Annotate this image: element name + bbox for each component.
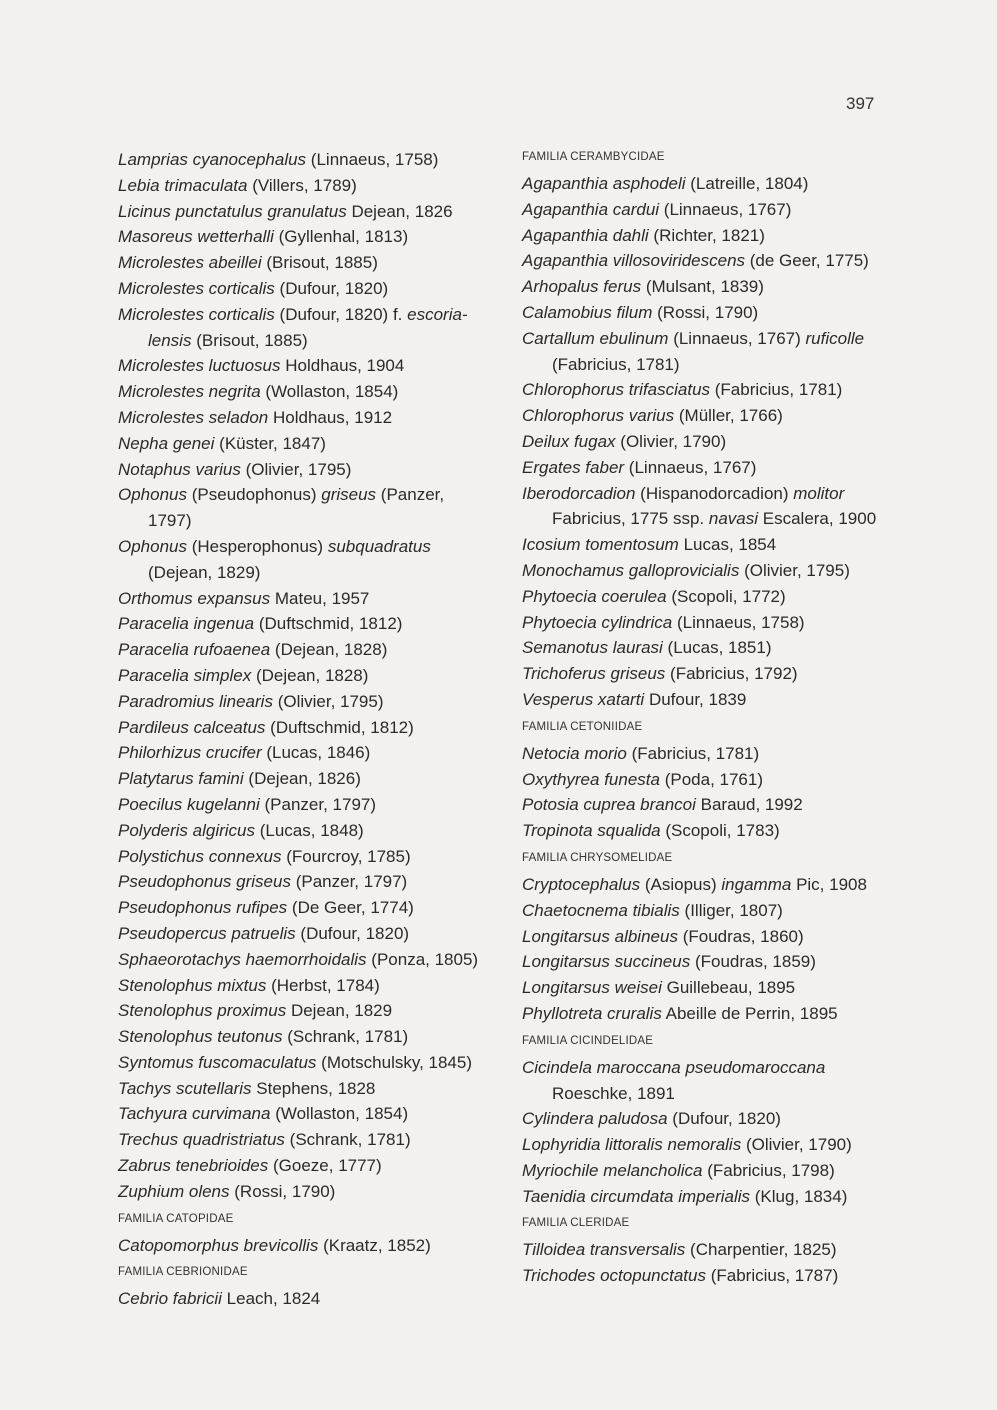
species-name: Semanotus laurasi — [522, 638, 663, 658]
family-heading: FAMILIA CLERIDAE — [522, 1217, 630, 1230]
species-name: griseus — [321, 485, 377, 505]
species-author: (Panzer, 1797) — [295, 872, 408, 892]
species-entry — [118, 1286, 488, 1312]
species-entry — [522, 924, 892, 950]
species-author: (Dufour, 1820) — [300, 923, 410, 943]
species-author: (Charpentier, 1825) — [690, 1240, 837, 1260]
species-name: Myriochile melancholica — [522, 1160, 703, 1180]
species-author: (Hesperophonus) — [191, 536, 324, 556]
species-entry — [118, 740, 488, 766]
species-author: Pic, 1908 — [796, 874, 867, 894]
species-name: Syntomus fuscomaculatus — [118, 1052, 317, 1072]
species-name: Microlestes corticalis — [118, 304, 275, 324]
species-entry — [118, 689, 488, 715]
species-author: (Mulsant, 1839) — [645, 277, 764, 297]
species-name: Monochamus galloprovicialis — [522, 560, 740, 580]
species-author: (Pseudophonus) — [191, 485, 317, 505]
right-column — [522, 147, 892, 1289]
family-heading: FAMILIA CICINDELIDAE — [522, 1034, 654, 1047]
species-name: Masoreus wetterhalli — [118, 227, 274, 247]
species-name: Phyllotreta cruralis — [522, 1003, 662, 1023]
species-name: Cylindera paludosa — [522, 1109, 668, 1129]
species-entry — [118, 1233, 488, 1259]
species-author: (Küster, 1847) — [219, 433, 326, 453]
species-entry — [118, 792, 488, 818]
species-entry — [522, 274, 892, 300]
species-entry — [522, 558, 892, 584]
species-name: Microlestes abeillei — [118, 253, 262, 273]
species-entry — [522, 584, 892, 610]
species-entry — [522, 300, 892, 326]
species-name: Cebrio fabricii — [118, 1289, 222, 1309]
species-entry — [118, 1179, 488, 1205]
species-author: Escalera, 1900 — [762, 509, 877, 529]
species-author: (Goeze, 1777) — [273, 1156, 382, 1176]
species-entry — [522, 197, 892, 223]
species-author: (Linnaeus, 1758) — [676, 612, 805, 632]
species-name: Oxythyrea funesta — [522, 769, 660, 789]
species-name: Stenolophus proximus — [118, 1001, 287, 1021]
species-author: (Ponza, 1805) — [371, 949, 479, 969]
species-entry — [118, 457, 488, 483]
species-entry — [522, 1263, 892, 1289]
species-author: (Linnaeus, 1767) — [673, 328, 801, 348]
species-entry — [118, 276, 488, 302]
species-entry — [118, 637, 488, 663]
species-entry — [522, 223, 892, 249]
species-author: (Rossi, 1790) — [234, 1181, 336, 1201]
species-name: Agapanthia asphodeli — [522, 174, 686, 193]
species-name: Pseudophonus griseus — [118, 872, 291, 892]
page-number: 397 — [846, 94, 875, 113]
species-name: Platytarus famini — [118, 769, 244, 789]
species-author: (Schrank, 1781) — [287, 1027, 409, 1047]
species-author: Holdhaus, 1912 — [272, 407, 393, 427]
species-author: Abeille de Perrin, 1895 — [665, 1003, 838, 1023]
species-name: Trichodes octopunctatus — [522, 1266, 706, 1286]
species-name: Ophonus — [118, 485, 187, 505]
species-name: Lebia trimaculata — [118, 175, 248, 195]
species-name: Notaphus varius — [118, 459, 241, 479]
species-author: (Olivier, 1795) — [277, 691, 384, 711]
species-name: Agapanthia cardui — [522, 199, 660, 219]
species-author: (Schrank, 1781) — [289, 1130, 411, 1150]
species-name: Chaetocnema tibialis — [522, 900, 680, 920]
species-author: Fabricius, 1775 ssp. — [552, 509, 705, 529]
species-entry — [118, 895, 488, 921]
family-heading: FAMILIA CERAMBYCIDAE — [522, 151, 665, 163]
species-entry — [522, 949, 892, 975]
species-name: Polystichus connexus — [118, 846, 282, 866]
species-author: (Klug, 1834) — [754, 1186, 848, 1206]
species-name: Ophonus — [118, 536, 187, 556]
species-entry — [522, 1184, 892, 1210]
species-author: (De Geer, 1774) — [291, 898, 414, 918]
species-author: (Villers, 1789) — [252, 175, 357, 195]
species-entry — [522, 741, 892, 767]
species-author: Dufour, 1839 — [648, 689, 747, 709]
species-name: Poecilus kugelanni — [118, 794, 260, 814]
species-entry — [118, 250, 488, 276]
species-author: Holdhaus, 1904 — [285, 356, 405, 376]
species-name: Stenolophus teutonus — [118, 1027, 283, 1047]
species-name: Agapanthia dahli — [522, 225, 649, 245]
species-entry — [118, 173, 488, 199]
species-author: Guillebeau, 1895 — [666, 978, 796, 998]
species-name: Lamprias cyanocephalus — [118, 150, 307, 169]
species-name: subquadratus — [327, 536, 431, 556]
species-name: Paracelia rufoaenea — [118, 640, 271, 660]
species-name: ruficolle — [805, 328, 865, 348]
species-author: Dejean, 1829 — [290, 1001, 393, 1021]
species-name: navasi — [708, 509, 759, 529]
species-author: (Brisout, 1885) — [266, 253, 378, 273]
species-author: (Fourcroy, 1785) — [286, 846, 411, 866]
species-name: Calamobius filum — [522, 302, 653, 322]
species-entry — [522, 687, 892, 713]
species-entry — [522, 1237, 892, 1263]
species-entry — [522, 1055, 892, 1107]
species-name: Icosium tomentosum — [522, 535, 679, 555]
species-entry — [118, 766, 488, 792]
species-entry — [522, 532, 892, 558]
species-author: (Fabricius, 1781) — [552, 354, 680, 374]
species-author: (Illiger, 1807) — [684, 900, 783, 920]
species-entry — [118, 947, 488, 973]
species-entry — [522, 429, 892, 455]
species-entry — [522, 898, 892, 924]
species-entry — [118, 1050, 488, 1076]
species-name: Pseudopercus patruelis — [118, 923, 296, 943]
species-name: Phytoecia coerulea — [522, 586, 667, 606]
species-entry — [522, 635, 892, 661]
species-author: (Dufour, 1820) — [279, 278, 389, 298]
species-name: Potosia cuprea brancoi — [522, 795, 696, 815]
species-entry — [118, 379, 488, 405]
species-entry — [118, 353, 488, 379]
species-entry — [118, 869, 488, 895]
species-name: Pseudophonus rufipes — [118, 898, 288, 918]
family-heading: FAMILIA CATOPIDAE — [118, 1212, 234, 1225]
species-entry — [118, 1127, 488, 1153]
species-author: (Fabricius, 1798) — [707, 1160, 835, 1180]
family-heading: FAMILIA CETONIIDAE — [522, 720, 643, 733]
species-author: (Olivier, 1795) — [744, 560, 850, 580]
species-name: Chlorophorus varius — [522, 406, 675, 426]
species-entry — [118, 1076, 488, 1102]
species-name: Phytoecia cylindrica — [522, 612, 673, 632]
species-author: (Lucas, 1846) — [266, 743, 371, 763]
species-author: (Linnaeus, 1767) — [663, 199, 792, 219]
species-name: Vesperus xatarti — [522, 689, 645, 709]
species-name: Trechus quadristriatus — [118, 1130, 285, 1150]
species-entry — [522, 403, 892, 429]
species-entry — [118, 405, 488, 431]
species-name: Cartallum ebulinum — [522, 328, 669, 348]
species-name: Pardileus calceatus — [118, 717, 266, 737]
species-author: (Richter, 1821) — [653, 225, 765, 245]
species-name: molitor — [793, 483, 845, 503]
species-name: Sphaeorotachys haemorrhoidalis — [118, 949, 367, 969]
species-author: (Dufour, 1820) f. — [279, 304, 403, 324]
species-author: (Duftschmid, 1812) — [270, 717, 414, 737]
species-entry — [522, 1001, 892, 1027]
species-name: Tachys scutellaris — [118, 1078, 252, 1098]
species-author: (Dejean, 1828) — [274, 640, 388, 660]
species-author: (Fabricius, 1781) — [714, 380, 843, 400]
species-entry — [522, 818, 892, 844]
left-column — [118, 147, 488, 1312]
species-entry — [522, 610, 892, 636]
species-entry — [522, 872, 892, 898]
species-author: (Müller, 1766) — [678, 406, 783, 426]
species-entry — [522, 377, 892, 403]
species-name: escoria-lensis — [148, 304, 468, 350]
species-name: Longitarsus weisei — [522, 978, 662, 998]
species-entry — [118, 482, 488, 534]
species-entry — [522, 248, 892, 274]
species-name: Longitarsus succineus — [522, 952, 691, 972]
species-name: Tilloidea transversalis — [522, 1240, 686, 1260]
species-author: (Foudras, 1859) — [694, 952, 816, 972]
species-name: Arhopalus ferus — [522, 277, 642, 297]
species-entry — [118, 818, 488, 844]
species-author: (Scopoli, 1783) — [665, 821, 780, 841]
species-entry — [118, 1024, 488, 1050]
species-author: Baraud, 1992 — [700, 795, 803, 815]
species-author: (Kraatz, 1852) — [323, 1235, 431, 1255]
species-author: (Gyllenhal, 1813) — [278, 227, 409, 247]
species-name: Microlestes corticalis — [118, 278, 275, 298]
species-entry — [522, 171, 892, 197]
species-name: Microlestes seladon — [118, 407, 269, 427]
species-author: (Motschulsky, 1845) — [321, 1052, 473, 1072]
species-name: Longitarsus albineus — [522, 926, 678, 946]
species-name: Tachyura curvimana — [118, 1104, 271, 1124]
species-author: (Panzer, 1797) — [148, 485, 445, 531]
species-name: Microlestes luctuosus — [118, 356, 281, 376]
species-author: (Dejean, 1826) — [248, 769, 361, 789]
species-author: (Olivier, 1795) — [245, 459, 352, 479]
species-author: (Poda, 1761) — [664, 769, 763, 789]
species-name: Agapanthia villosoviridescens — [522, 251, 746, 271]
species-entry — [522, 1106, 892, 1132]
species-name: Chlorophorus trifasciatus — [522, 380, 711, 400]
species-author: (Hispanodorcadion) — [640, 483, 789, 503]
species-author: (Fabricius, 1787) — [710, 1266, 839, 1286]
species-author: Stephens, 1828 — [256, 1078, 376, 1098]
species-entry — [118, 224, 488, 250]
species-name: Orthomus expansus — [118, 588, 271, 608]
species-author: Dejean, 1826 — [351, 201, 453, 221]
species-entry — [522, 1132, 892, 1158]
species-entry — [118, 586, 488, 612]
species-entry — [118, 302, 488, 354]
species-name: Polyderis algiricus — [118, 820, 255, 840]
species-author: (Dejean, 1829) — [148, 562, 261, 582]
species-entry — [118, 663, 488, 689]
species-entry — [118, 199, 488, 225]
species-name: Zuphium olens — [118, 1181, 230, 1201]
species-entry — [118, 973, 488, 999]
species-entry — [522, 455, 892, 481]
species-author: (Linnaeus, 1758) — [310, 150, 439, 169]
species-entry — [522, 1158, 892, 1184]
species-name: Paradromius linearis — [118, 691, 273, 711]
species-name: Netocia morio — [522, 743, 627, 763]
species-name: Lophyridia littoralis nemoralis — [522, 1135, 742, 1155]
species-entry — [118, 715, 488, 741]
species-name: Cryptocephalus — [522, 874, 641, 894]
species-author: (Dufour, 1820) — [672, 1109, 781, 1129]
species-author: (Wollaston, 1854) — [265, 382, 399, 402]
species-author: (Duftschmid, 1812) — [258, 614, 403, 634]
species-author: (Wollaston, 1854) — [275, 1104, 409, 1124]
species-name: Taenidia circumdata imperialis — [522, 1186, 751, 1206]
species-author: (Lucas, 1848) — [259, 820, 364, 840]
species-entry — [522, 326, 892, 378]
species-entry — [118, 844, 488, 870]
species-name: ingamma — [721, 874, 792, 894]
species-entry — [522, 975, 892, 1001]
species-author: (Foudras, 1860) — [682, 926, 804, 946]
family-heading: FAMILIA CHRYSOMELIDAE — [522, 851, 673, 864]
species-name: Cicindela maroccana pseudomaroccana — [522, 1057, 826, 1077]
species-author: (Linnaeus, 1767) — [628, 457, 757, 477]
species-author: Lucas, 1854 — [683, 535, 777, 555]
species-author: (Latreille, 1804) — [690, 174, 809, 193]
species-author: (Dejean, 1828) — [255, 665, 369, 685]
species-name: Iberodorcadion — [522, 483, 636, 503]
species-author: (Herbst, 1784) — [271, 975, 380, 995]
species-name: Catopomorphus brevicollis — [118, 1235, 319, 1255]
species-author: (Asiopus) — [644, 874, 717, 894]
species-name: Tropinota squalida — [522, 821, 661, 841]
species-author: (Rossi, 1790) — [657, 302, 759, 322]
species-author: (Fabricius, 1792) — [670, 664, 798, 684]
species-entry — [118, 921, 488, 947]
species-author: (Lucas, 1851) — [667, 638, 772, 658]
species-author: (Panzer, 1797) — [264, 794, 377, 814]
species-name: Microlestes negrita — [118, 382, 261, 402]
species-name: Trichoferus griseus — [522, 664, 666, 684]
species-name: Paracelia ingenua — [118, 614, 255, 634]
family-heading: FAMILIA CEBRIONIDAE — [118, 1266, 248, 1279]
species-author: (Scopoli, 1772) — [671, 586, 786, 606]
species-author: (Olivier, 1790) — [620, 431, 727, 451]
species-author: (Fabricius, 1781) — [631, 743, 760, 763]
species-author: Roeschke, 1891 — [552, 1083, 675, 1103]
species-entry — [522, 661, 892, 687]
species-entry — [118, 998, 488, 1024]
species-entry — [118, 1101, 488, 1127]
species-name: Deilux fugax — [522, 431, 616, 451]
species-entry — [118, 534, 488, 586]
species-name: Ergates faber — [522, 457, 625, 477]
species-author: (Olivier, 1790) — [745, 1135, 852, 1155]
species-entry — [118, 611, 488, 637]
species-name: Licinus punctatulus granulatus — [118, 201, 347, 221]
species-entry — [522, 767, 892, 793]
species-entry — [522, 481, 892, 533]
species-author: Mateu, 1957 — [274, 588, 370, 608]
species-author: Leach, 1824 — [226, 1289, 321, 1309]
species-author: (de Geer, 1775) — [749, 251, 869, 271]
species-entry — [522, 792, 892, 818]
species-name: Stenolophus mixtus — [118, 975, 267, 995]
species-name: Nepha genei — [118, 433, 215, 453]
species-author: (Brisout, 1885) — [196, 330, 308, 350]
species-entry — [118, 1153, 488, 1179]
species-name: Philorhizus crucifer — [118, 743, 262, 763]
species-name: Paracelia simplex — [118, 665, 252, 685]
species-entry — [118, 147, 488, 173]
species-name: Zabrus tenebrioides — [118, 1156, 269, 1176]
species-entry — [118, 431, 488, 457]
